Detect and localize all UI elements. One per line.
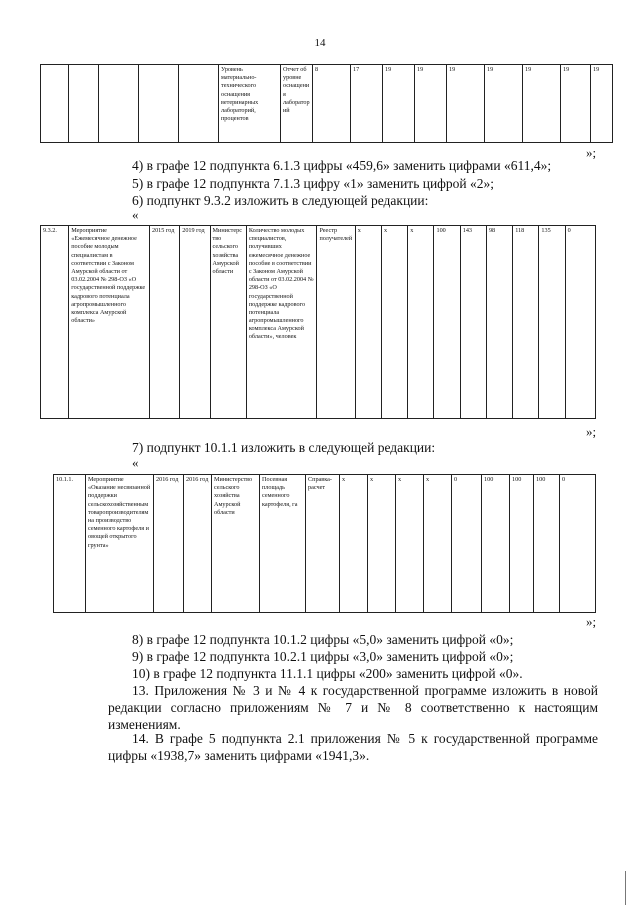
table-cell: х: [355, 226, 381, 419]
table-cell: Министерство сельского хозяйства Амурской области: [212, 475, 260, 613]
table-cell: 19: [415, 65, 447, 143]
amendment-line-5: 5) в графе 12 подпункта 7.1.3 цифру «1» заменить цифрой «2»;: [132, 176, 495, 191]
table-cell: х: [368, 475, 396, 613]
table-cell: Отчет об уровне оснащения лабораторий: [281, 65, 313, 143]
table-cell: 17: [351, 65, 383, 143]
table-cell: 19: [523, 65, 561, 143]
table-cell: 19: [447, 65, 485, 143]
table-cell: Реестр получателей: [317, 226, 355, 419]
table-cell: 0: [452, 475, 482, 613]
table-cell: 19: [485, 65, 523, 143]
table-cell: 2015 год: [149, 226, 179, 419]
table-cell: Мероприятие «Ежемесячное денежное пособие молодым специалистам в соответствии с Законом Амурской области от 03.02.2004 № 298-ОЗ «О государственной поддержке кадрового потенциала агропромышленного комплекса Амурской области»: [69, 226, 150, 419]
table-cell: 98: [486, 226, 512, 419]
table-cell: 118: [513, 226, 539, 419]
page-number: 14: [314, 37, 326, 49]
table-cell: [139, 65, 179, 143]
table-cell: х: [340, 475, 368, 613]
table-cell: 0: [560, 475, 596, 613]
table-cell: Количество молодых специалистов, получивших ежемесячное денежное пособие в соответствии с Законом Амурской области от 03.02.2004 № 298-ОЗ «О государственной поддержке кадрового потенциала агропромышленного комплекса Амурской области», человек: [246, 226, 317, 419]
amendment-line-9: 9) в графе 12 подпункта 10.2.1 цифры «3,0» заменить цифрой «0»;: [132, 649, 514, 664]
close-quote-3: »;: [586, 614, 597, 629]
table-cell: [69, 65, 99, 143]
table-cell: х: [408, 226, 434, 419]
table-cell: 2016 год: [184, 475, 212, 613]
table-cell: 2016 год: [154, 475, 184, 613]
amendment-line-6: 6) подпункт 9.3.2 изложить в следующей редакции:: [132, 193, 429, 208]
amendment-line-7: 7) подпункт 10.1.1 изложить в следующей редакции:: [132, 440, 436, 455]
table-cell: 8: [313, 65, 351, 143]
table-cell: Справка-расчет: [306, 475, 340, 613]
open-quote-1: «: [132, 207, 139, 222]
table-cell: Мероприятие «Оказание несвязанной поддержки сельскохозяйственным товаропроизводителям на производство семенного картофеля и овощей открытого грунта»: [86, 475, 154, 613]
table-cell: Посевная площадь семенного картофеля, га: [260, 475, 306, 613]
table-cell: 19: [591, 65, 613, 143]
close-quote-1: »;: [586, 145, 597, 160]
table-subitem-9-3-2: [40, 225, 596, 419]
table-cell: 100: [510, 475, 534, 613]
table-cell: 19: [561, 65, 591, 143]
table-cell: х: [424, 475, 452, 613]
table-cell: 2019 год: [180, 226, 210, 419]
table-cell: 100: [534, 475, 560, 613]
table-cell: 9.3.2.: [41, 226, 69, 419]
table-cell: х: [396, 475, 424, 613]
table-cell: 10.1.1.: [54, 475, 86, 613]
open-quote-2: «: [132, 455, 139, 470]
table-row: [41, 226, 596, 419]
amendment-line-8: 8) в графе 12 подпункта 10.1.2 цифры «5,0» заменить цифрой «0»;: [132, 632, 514, 647]
table-cell: [179, 65, 219, 143]
table-cell: х: [382, 226, 408, 419]
table-cell: 135: [539, 226, 565, 419]
amendment-paragraph-13: 13. Приложения № 3 и № 4 к государственной программе изложить в новой редакции согласно приложениям № 7 и № 8 соответственно к настоящим изменениям.: [108, 683, 598, 732]
table-cell: 100: [482, 475, 510, 613]
amendment-paragraph-14: 14. В графе 5 подпункта 2.1 приложения № 5 к государственной программе цифры «1938,7» заменить цифрами «1941,3».: [108, 731, 598, 763]
table-cell: 143: [460, 226, 486, 419]
table-cell: 0: [565, 226, 595, 419]
table-cell: [99, 65, 139, 143]
amendment-line-10: 10) в графе 12 подпункта 11.1.1 цифры «200» заменить цифрой «0».: [132, 666, 523, 681]
table-row: [54, 475, 596, 613]
table-cell: [41, 65, 69, 143]
table-top-fragment: [40, 64, 613, 143]
table-subitem-10-1-1: [53, 474, 596, 613]
table-cell: 19: [383, 65, 415, 143]
table-cell: 100: [434, 226, 460, 419]
scan-margin-mark: [625, 871, 626, 905]
amendment-line-4: 4) в графе 12 подпункта 6.1.3 цифры «459,6» заменить цифрами «611,4»;: [132, 158, 552, 173]
table-cell: Уровень материально-технического оснащения ветеринарных лабораторий, процентов: [219, 65, 281, 143]
table-row: [41, 65, 613, 143]
table-cell: Министерство сельского хозяйства Амурской области: [210, 226, 246, 419]
close-quote-2: »;: [586, 424, 597, 439]
